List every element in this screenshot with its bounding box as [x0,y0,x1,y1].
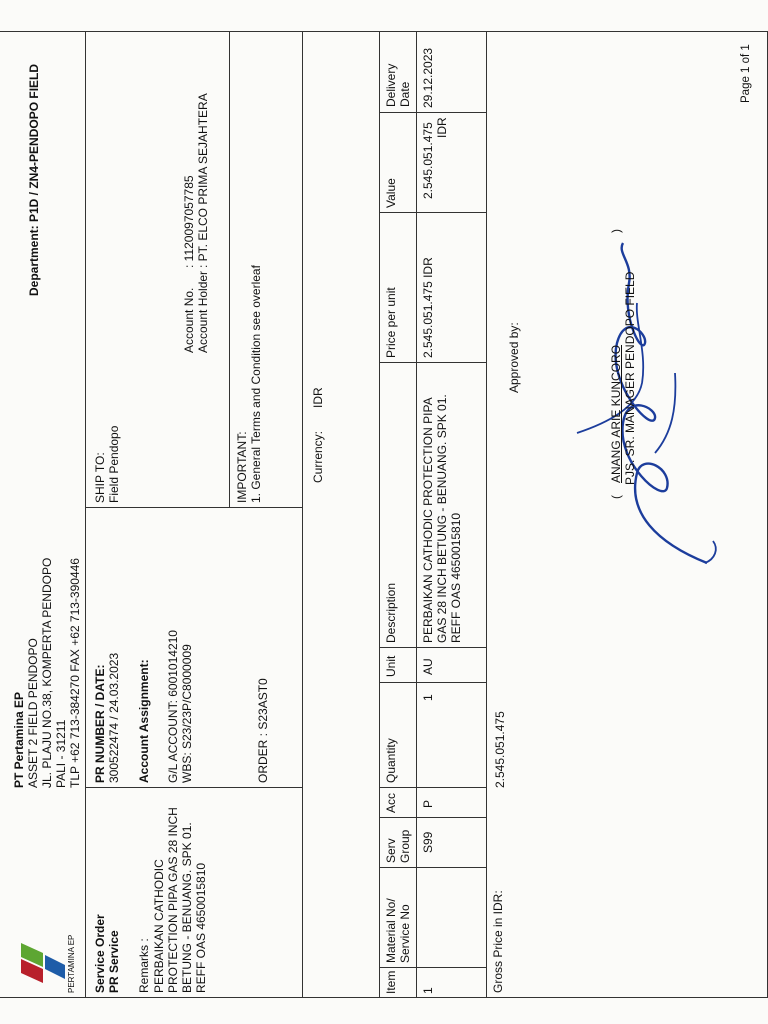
table-top [379,31,380,998]
company-contact: TLP +62 713-384270 FAX +62 713-390446 [68,558,82,788]
header-material-1: Material No/ [384,898,398,963]
currency-value: IDR [311,387,325,408]
header-description: Description [384,582,398,643]
important-divider [229,31,230,508]
remarks-line-3: BETUNG - BENUANG. SPK 01. [180,822,194,993]
account-no-value: : 1120097057785 [182,175,196,268]
cell-item: 1 [421,987,435,994]
header-item: Item [384,970,398,994]
company-name: PT Pertamina EP [12,691,26,788]
signature-icon [537,203,737,583]
cell-description-1: PERBAIKAN CATHODIC PROTECTION PIPA [421,397,435,643]
order-title: Service Order [93,914,107,993]
cell-quantity: 1 [421,694,435,701]
gl-account: G/L ACCOUNT: 6001014210 [166,630,180,783]
table-col-7 [379,362,487,363]
order-subtitle: PR Service [107,930,121,993]
department: Department: P1D / ZN4-PENDOPO FIELD [27,63,41,296]
frame-right [0,31,768,32]
header-divider [85,31,86,998]
account-holder-label: Account Holder [196,270,210,353]
currency-label: Currency: [311,430,325,483]
approved-label: Approved by: [507,322,521,393]
header-serv-group-1: Serv [384,838,398,863]
company-address-2: JL. PLAJU NO.38, KOMPERTA PENDOPO [40,557,54,788]
header-unit: Unit [384,655,398,677]
table-bottom [486,31,487,998]
info-col-div-1 [85,787,303,788]
header-value: Value [384,178,398,208]
header-quantity: Quantity [384,738,398,783]
important-text: 1. General Terms and Condition see overleaf [249,265,263,503]
header-material-2: Service No [398,904,412,963]
important-label: IMPORTANT: [235,431,249,503]
gross-value: 2.545.051.475 [493,711,507,788]
table-col-6 [379,647,487,648]
gross-label: Gross Price in IDR: [491,890,505,993]
cell-description-3: REFF OAS 4650015810 [449,512,463,643]
remarks-line-2: PROTECTION PIPA GAS 28 INCH [166,807,180,993]
cell-unit: AU [421,658,435,675]
pertamina-logo [19,931,83,993]
approver-name: ANANG ARIE KUNCORO [609,344,623,483]
logo-text: PERTAMINA EP [67,934,76,993]
ship-label: SHIP TO: [93,452,107,503]
table-col-1 [379,967,487,968]
cell-value-2: IDR [435,117,449,138]
paren-close: ) [609,229,623,233]
approver-title: PJS. SR. MANAGER PENDOPO FIELD [623,271,637,485]
remarks-label: Remarks : [137,938,151,993]
table-col-5 [379,682,487,683]
cell-serv-group: S99 [421,831,435,853]
info-bottom [302,31,303,998]
table-col-8 [379,212,487,213]
service-order-form [0,11,768,1013]
table-header-bottom [416,31,417,998]
pr-value: 300522474 / 24.03.2023 [107,652,121,783]
wbs: WBS: S23/23P/C8000009 [180,644,194,783]
cell-delivery: 29.12.2023 [421,47,435,108]
remarks-line-1: PERBAIKAN CATHODIC [152,859,166,993]
remarks-line-4: REFF OAS 4650015810 [194,862,208,993]
order-ref: ORDER : S23AST0 [256,678,270,783]
cell-acc: P [421,799,435,808]
ship-value: Field Pendopo [107,425,121,503]
page-number: Page 1 of 1 [740,44,752,103]
cell-description-2: GAS 28 INCH BETUNG - BENUANG. SPK 01. [435,394,449,643]
pertamina-logo-mark-icon [19,931,67,993]
pr-label: PR NUMBER / DATE: [93,664,107,783]
header-price: Price per unit [384,287,398,358]
account-holder-value: : PT. ELCO PRIMA SEJAHTERA [196,93,210,268]
account-no-label: Account No. [182,287,196,353]
table-col-4 [379,787,487,788]
header-serv-group-2: Group [398,829,412,863]
company-address-3: PALI - 31211 [54,719,68,788]
table-col-3 [379,817,487,818]
paren-open: ( [609,495,623,499]
table-col-2 [379,867,487,868]
cell-price: 2.545.051.475 IDR [421,257,435,358]
cell-value-1: 2.545.051.475 [421,122,435,199]
assignment-label: Account Assignment: [137,659,151,783]
frame-left [0,997,768,998]
table-col-9 [379,112,487,113]
header-delivery-1: Delivery [384,63,398,107]
company-address-1: ASSET 2 FIELD PENDOPO [26,638,40,788]
header-acc: Acc [384,792,398,813]
info-col-div-2 [85,507,303,508]
header-delivery-2: Date [398,81,412,107]
